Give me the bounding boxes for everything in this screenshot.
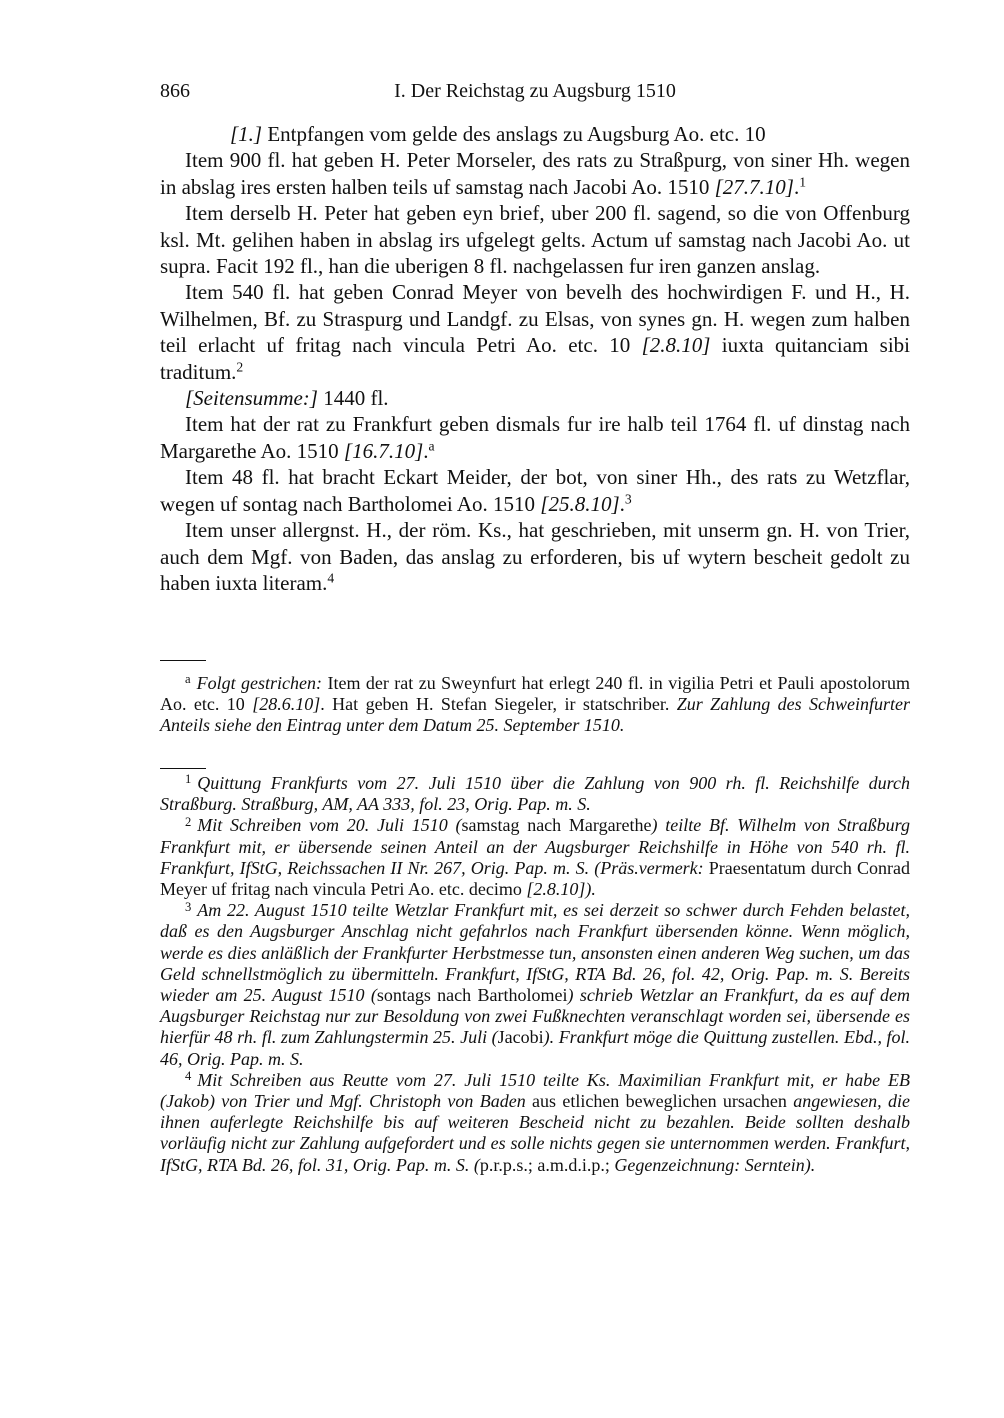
text-segment: Item der rat zu Sweynfurt hat erlegt 240 fl. in vigilia Petri et Pauli apostolorum Ao. etc. 10 [160,673,910,715]
text-segment: Item unser allergnst. H., der röm. Ks., hat geschrieben, mit unserm gn. H. von Trier, auch dem Mgf. von Baden, das anslag zu erforderen, bis uf wytern bescheit gedolt zu haben iuxta literam. [160,518,910,595]
text-segment: [16.7.10] [343,438,424,463]
text-segment: [27.7.10] [714,174,794,199]
text-segment: a.m.d.i.p.; [537,1154,610,1175]
text-segment: Item 48 fl. hat bracht Eckart Meider, der bot, von siner Hh., des rats zu Wetzflar, wegen uf sontag nach Bartholomei Ao. 1510 [160,465,910,516]
paragraph [160,147,910,200]
text-segment: sontags nach Bartholomei [376,985,568,1006]
footnote [160,773,910,815]
paragraph [160,517,910,596]
text-segment: [28.6.10] [252,694,321,715]
note-reference: 1 [799,174,807,190]
page-header [160,80,910,108]
text-segment: Zur Zahlung des Schweinfurter Anteils siehe den Eintrag unter dem Datum 25. September 1510. [160,694,910,736]
text-segment: ) teilte Bf. Wilhelm von Straßburg Frankfurt mit, er übersende seinen Anteil an der Augsburger Reichshilfe in Höhe von 540 rh. fl. Frankfurt, IfStG, Reichssachen II Nr. 267, Orig. Pap. m. S. (Präs.vermerk: [160,815,910,878]
text-segment: Item 900 fl. hat geben H. Peter Morseler, des rats zu Straßpurg, von siner Hh. wegen in abslag ires ersten halben teils uf samstag nach Jacobi Ao. 1510 [160,148,910,199]
text-segment: samstag nach Margarethe [461,815,652,836]
textual-notes [160,673,910,737]
text-segment: Am 22. August 1510 teilte Wetzlar Frankfurt mit, es sei derzeit so schwer durch Fehden belastet, daß es den Augsburger Anschlag nicht gefahrlos nach Frankfurt übersenden könne. Wenn möglich, werde es dies anläßlich der Frankfurter Herbstmesse tun, ansonsten einen anderen Weg suchen, um das Geld schnellstmöglich zu übermitteln. Frankfurt, IfStG, RTA Bd. 26, fol. 42, Orig. Pap. m. S. Bereits wieder am 25. August 1510 ( [160,900,910,1006]
page-number: 866 [160,80,190,102]
paragraph [160,464,910,517]
text-segment: Mit Schreiben aus Reutte vom 27. Juli 1510 teilte Ks. Maximilian Frankfurt mit, er habe EB (Jakob) von Trier und Mgf. Christoph von Baden [160,1069,910,1112]
paragraph [160,279,910,385]
paragraph [160,121,910,147]
text-segment: p.r.p.s.; [479,1154,533,1175]
text-segment: . [423,438,429,463]
text-segment: 1440 fl. [317,386,389,411]
note-marker: 1 [185,772,192,787]
note-reference: 3 [624,491,632,507]
note-marker: 4 [185,1069,192,1084]
text-segment: angewiesen, die ihnen auferlegte Reichshilfe bis auf weiteren Bescheid nicht zu bezahlen. Beide sollten deshalb vorläufig nicht zur Zahlung aufgefordert und es solle nichts gegen sie unternommen werden. Frankfurt, IfStG, RTA Bd. 26, fol. 31, Orig. Pap. m. S. ( [160,1091,910,1175]
footnote [160,900,910,1070]
text-segment: Item hat der rat zu Frankfurt geben dismals fur ire halb teil 1764 fl. uf dinstag nach Margarethe Ao. 1510 [160,412,910,463]
note-reference: a [428,438,435,454]
text-segment: [25.8.10] [540,491,620,516]
textual-notes-rule [160,660,206,661]
note-reference: 4 [327,570,335,586]
text-segment: [1.] [230,122,263,146]
text-segment: Gegenzeichnung: Serntein). [609,1154,816,1175]
paragraph [160,411,910,464]
note-marker: 3 [185,899,192,914]
footnote [160,815,910,900]
textual-note [160,673,910,737]
running-title: I. Der Reichstag zu Augsburg 1510 [394,80,676,102]
text-segment: . Hat geben H. Stefan Siegeler, ir statschriber. [320,694,677,715]
paragraph [160,385,910,411]
note-marker: 2 [185,814,192,829]
text-segment: Item derselb H. Peter hat geben eyn brief, uber 200 fl. sagend, so die von Offenburg ksl. Mt. gelihen haben in abslag irs ufgelegt gelts. Actum uf samstag nach Jacobi Ao. ut supra. Facit 192 fl., han die uberigen 8 fl. nachgelassen fur iren ganzen anslag. [160,201,910,279]
text-segment: ) schrieb Wetzlar an Frankfurt, da es auf dem Augsburger Reichstag nur zur Besoldung von zwei Fußknechten veranschlagt worden sei, übersende es hierfür 48 rh. fl. zum Zahlungstermin 25. Juli ( [160,985,910,1048]
note-marker: a [185,672,191,687]
text-segment: Folgt gestrichen: [196,673,323,693]
text-segment: [2.8.10] [641,333,711,358]
note-reference: 2 [236,359,244,375]
footnotes [160,773,910,1176]
text-segment: . [793,174,800,199]
text-segment: Praesentatum durch Conrad Meyer uf fritag nach vincula Petri Ao. etc. decimo [160,857,910,900]
paragraph [160,200,910,279]
text-segment: Jacobi [497,1027,544,1048]
text-segment: iuxta quitanciam sibi traditum. [160,333,911,384]
footnote [160,1070,910,1176]
text-segment: . [619,491,625,516]
text-segment: [2.8.10]). [526,879,596,900]
text-segment: ). Frankfurt möge die Quittung zustellen. Ebd., fol. 46, Orig. Pap. m. S. [160,1027,911,1069]
text-segment: Item 540 fl. hat geben Conrad Meyer von bevelh des hochwirdigen F. und H., H. Wilhelmen, Bf. zu Straspurg und Landgf. zu Elsas, von synes gn. H. wegen zum halben teil erlacht uf fritag nach vincula Petri Ao. etc. 10 [160,280,910,358]
main-text [160,121,910,596]
text-segment: Entpfangen vom gelde des anslags zu Augsburg Ao. etc. 10 [262,122,766,146]
text-segment: aus etlichen beweglichen ursachen [525,1091,794,1112]
text-segment: [Seitensumme:] [185,386,318,411]
text-segment: Mit Schreiben vom 20. Juli 1510 ( [197,815,462,836]
text-segment: Quittung Frankfurts vom 27. Juli 1510 über die Zahlung von 900 rh. fl. Reichshilfe durch Straßburg. Straßburg, AM, AA 333, fol. 23, Orig. Pap. m. S. [160,773,910,815]
footnotes-rule [160,768,206,769]
